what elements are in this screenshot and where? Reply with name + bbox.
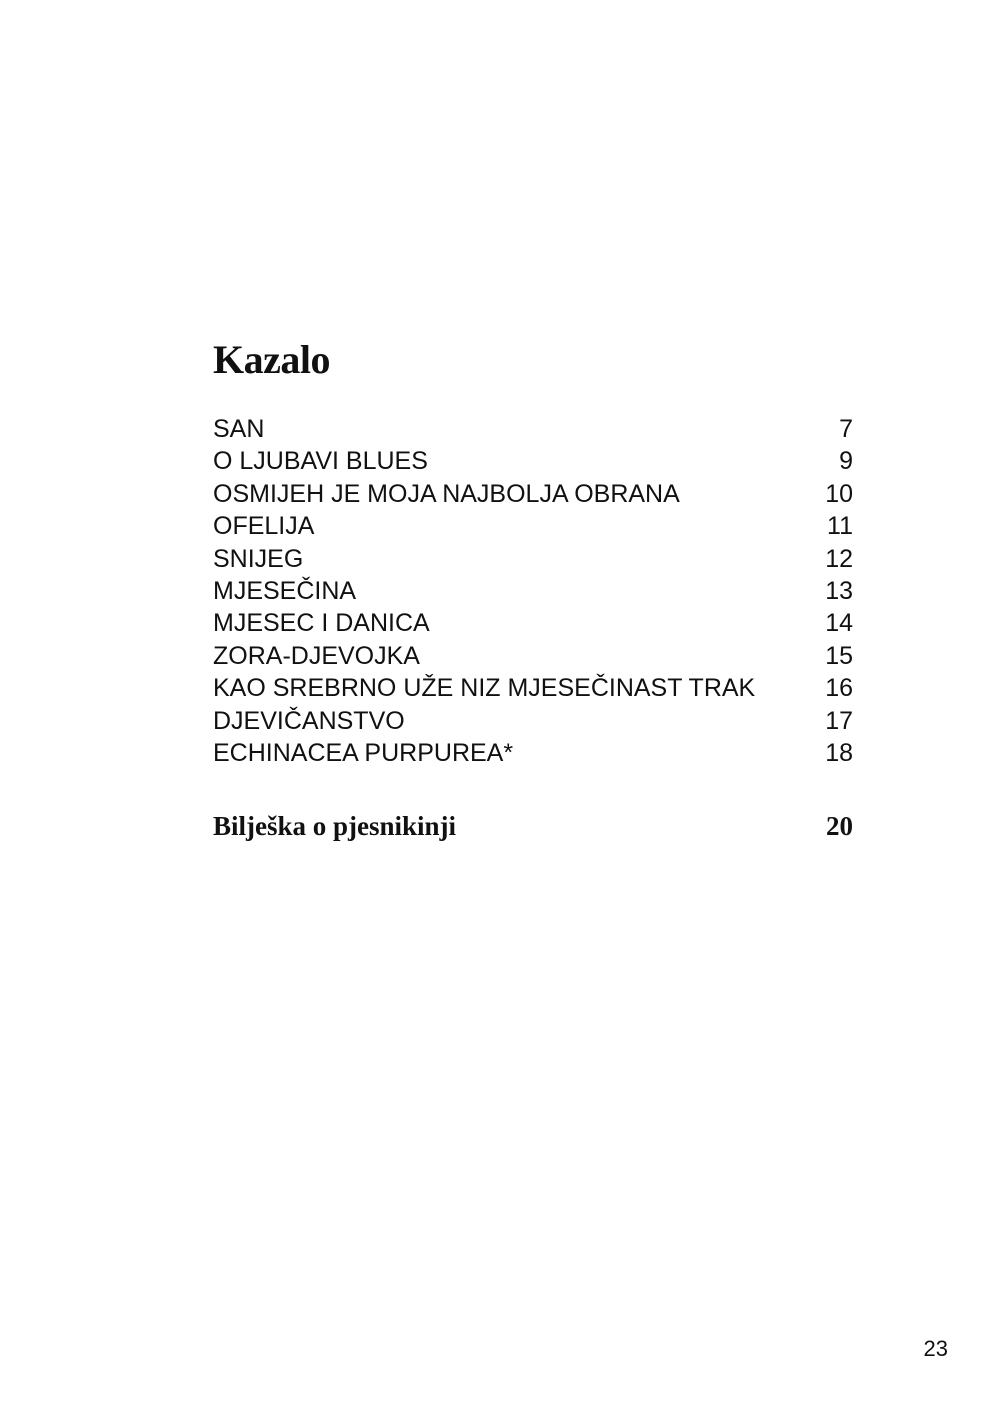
toc-footer-title: Bilješka o pjesnikinji — [213, 811, 457, 842]
toc-entry-page: 10 — [825, 479, 853, 508]
toc-entry-title: ECHINACEA PURPUREA* — [213, 738, 514, 767]
toc-entry — [213, 543, 853, 575]
toc-footer-entry — [213, 809, 853, 843]
toc-entry-title: OFELIJA — [213, 512, 315, 541]
toc-entry — [213, 607, 853, 639]
toc-entry-page: 7 — [839, 415, 853, 443]
toc-entry-page: 18 — [825, 738, 853, 767]
toc-entry — [213, 478, 853, 510]
toc-entry — [213, 413, 853, 445]
toc-entry-title: DJEVIČANSTVO — [213, 706, 405, 735]
table-of-contents — [213, 335, 853, 843]
toc-entry — [213, 445, 853, 477]
toc-list — [213, 413, 853, 769]
toc-entry — [213, 640, 853, 672]
page-number: 23 — [923, 1336, 948, 1361]
toc-entry — [213, 672, 853, 704]
toc-entry-title: OSMIJEH JE MOJA NAJBOLJA OBRANA — [213, 479, 680, 508]
toc-entry-title: KAO SREBRNO UŽE NIZ MJESEČINAST TRAK — [213, 674, 756, 703]
toc-entry-page: 17 — [825, 706, 853, 735]
toc-entry-page: 11 — [827, 512, 853, 541]
toc-entry-title: MJESEC I DANICA — [213, 609, 430, 638]
toc-entry — [213, 510, 853, 542]
toc-title: Kazalo — [213, 337, 330, 382]
toc-entry-page: 14 — [825, 609, 853, 638]
toc-entry-title: ZORA-DJEVOJKA — [213, 641, 420, 670]
toc-entry — [213, 705, 853, 737]
toc-entry — [213, 737, 853, 769]
toc-footer-page: 20 — [826, 811, 853, 842]
toc-entry-title: MJESEČINA — [213, 576, 357, 605]
toc-entry-title: SNIJEG — [213, 544, 304, 573]
toc-entry — [213, 575, 853, 607]
toc-entry-title: O LJUBAVI BLUES — [213, 447, 428, 476]
toc-entry-page: 15 — [825, 641, 853, 670]
toc-entry-title: SAN — [213, 415, 265, 443]
toc-entry-page: 12 — [825, 544, 853, 573]
toc-entry-page: 9 — [839, 447, 853, 476]
toc-entry-page: 13 — [825, 576, 853, 605]
toc-entry-page: 16 — [825, 674, 853, 703]
